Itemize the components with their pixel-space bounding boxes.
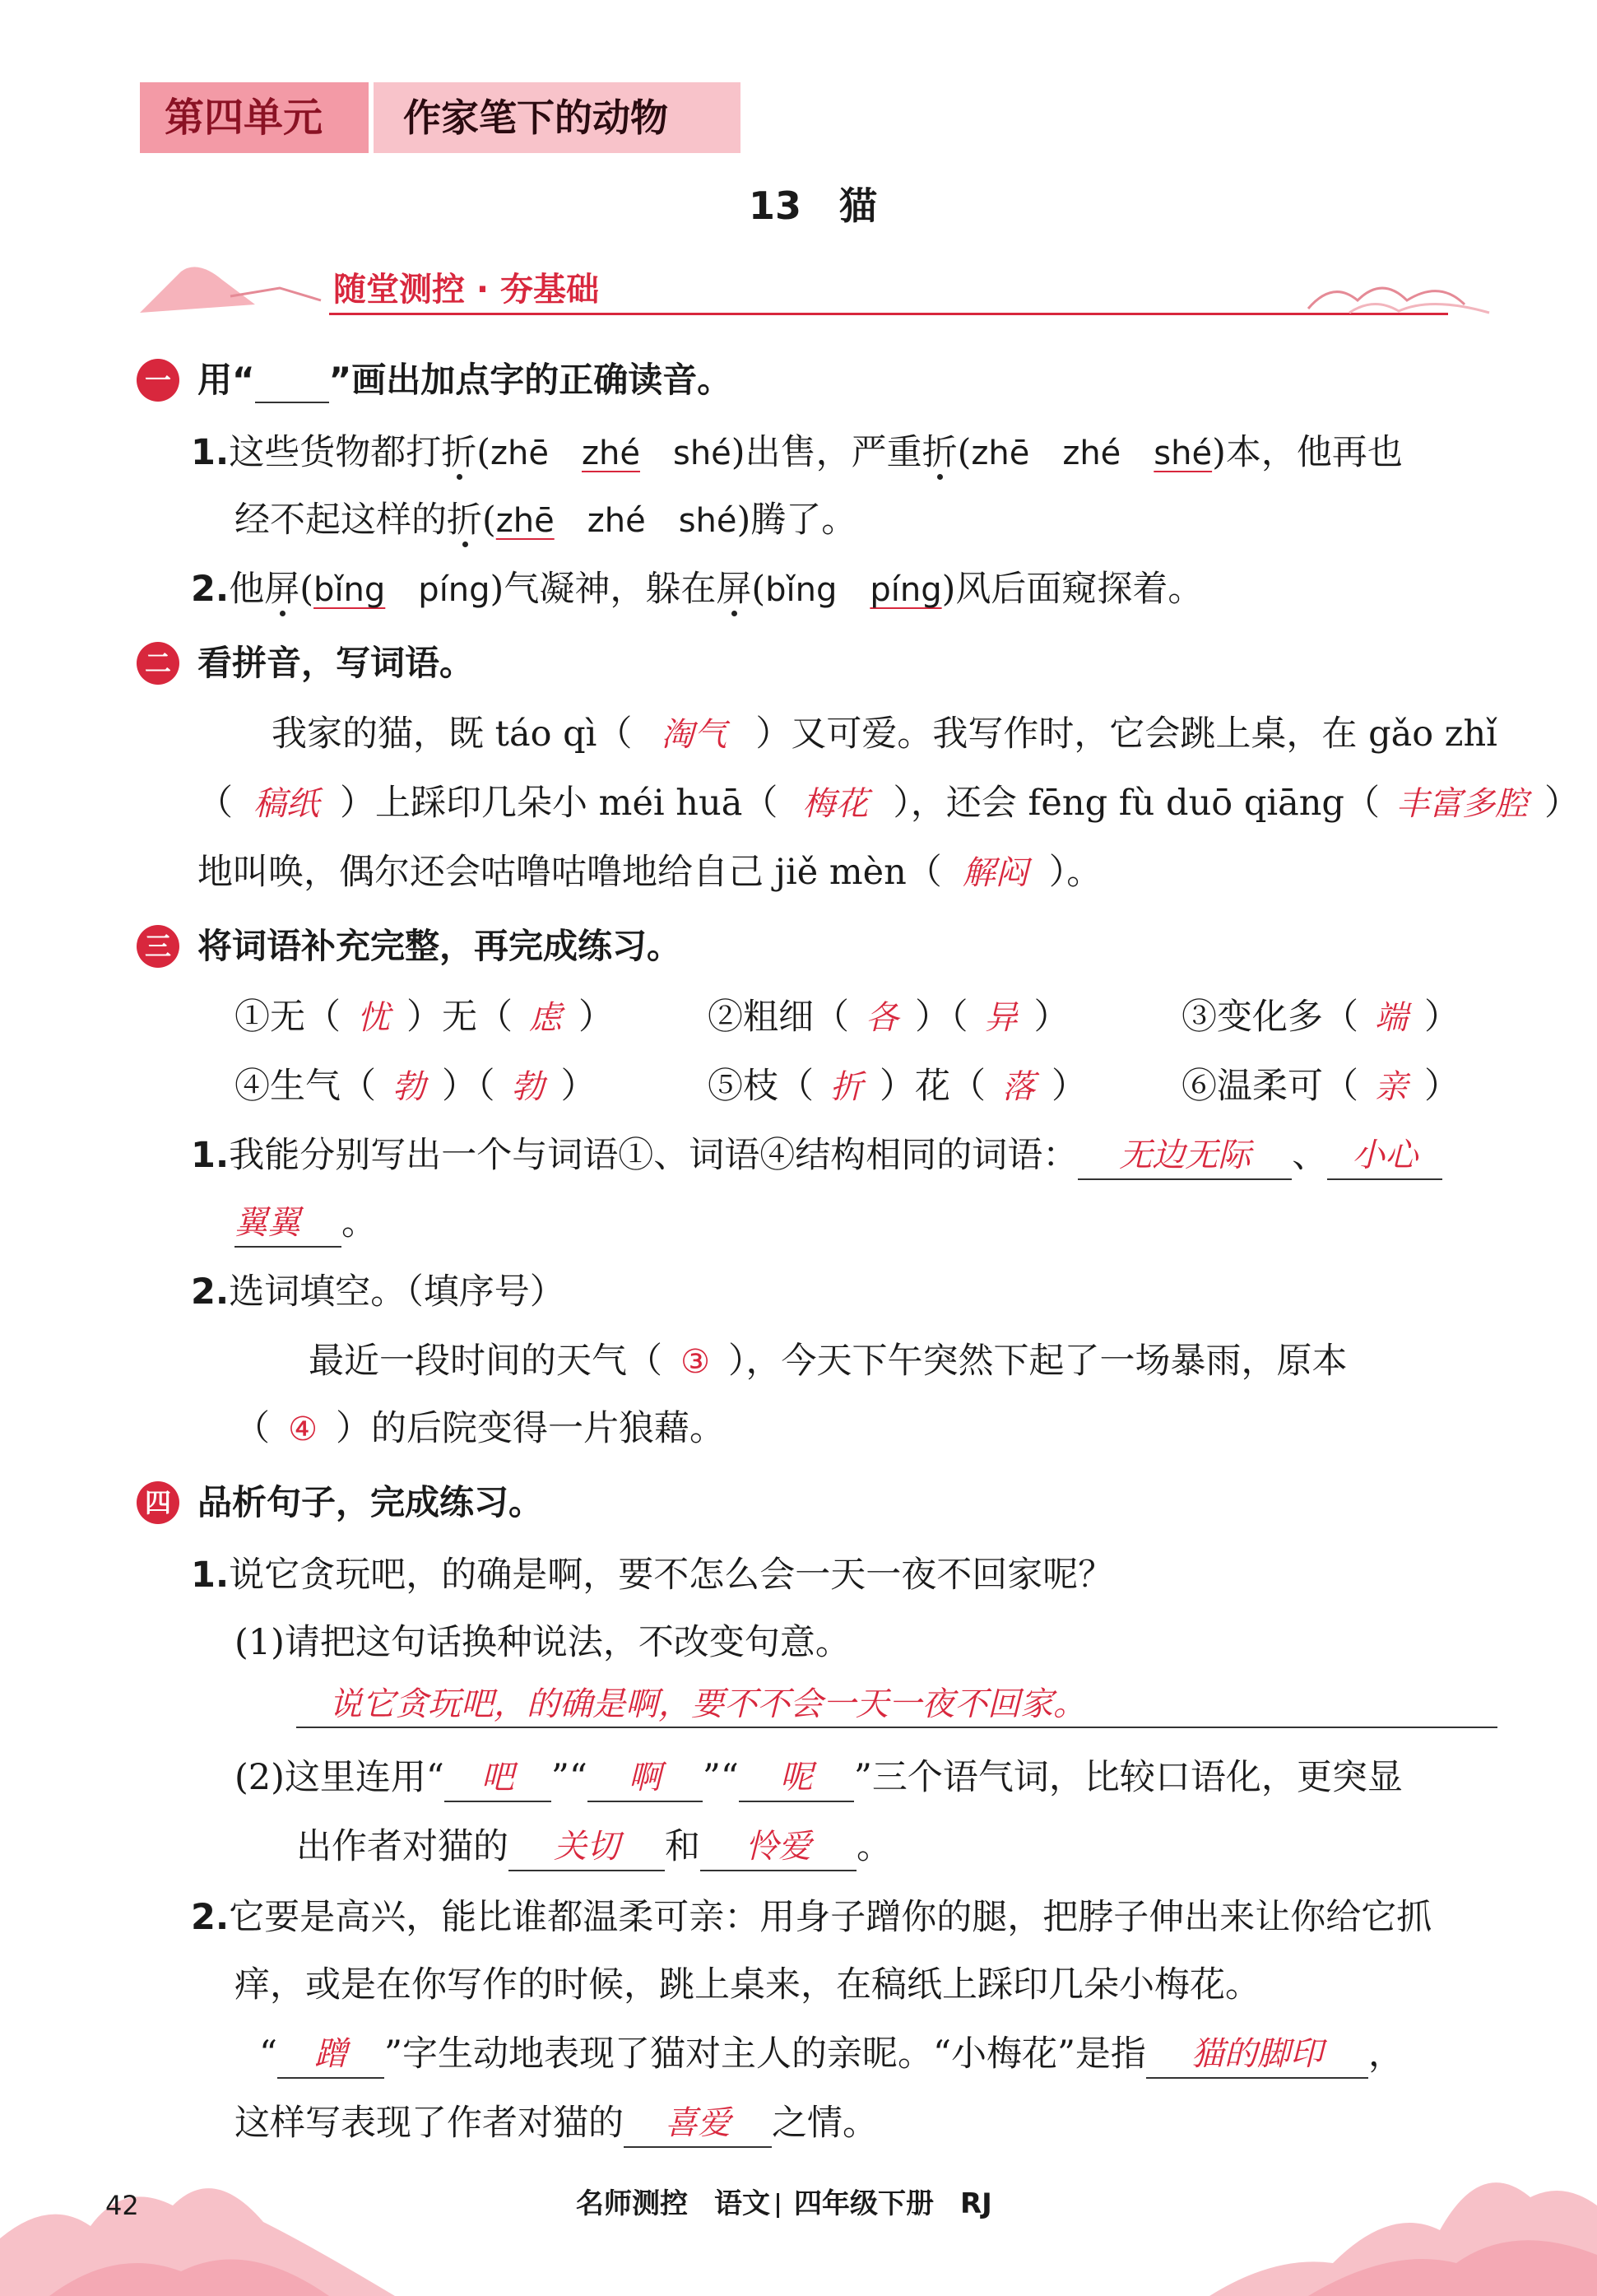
text: ）。 (1048, 852, 1103, 893)
answer: 喜爱 (624, 2100, 772, 2148)
text: ）的后院变得一片狼藉。 (336, 1408, 725, 1449)
answer: 端 (1375, 999, 1408, 1037)
s3-item-4: ④生气（ 勃 ）（ 勃 ） (234, 1062, 597, 1112)
s4-q2-line2: 痒，或是在你写作的时候，跳上桌来，在稿纸上踩印几朵小梅花。 (234, 1964, 1260, 2006)
pinyin-option: shé (672, 435, 731, 472)
text: )风后面窥探着。 (941, 569, 1204, 610)
pinyin-option: zhé (1062, 435, 1121, 472)
text: ”字生动地表现了猫对主人的亲昵。“小梅花”是指 (383, 2033, 1146, 2075)
section-1-title-pre: 用“ (197, 360, 255, 400)
text: （ (234, 1408, 270, 1449)
text: ”“ (550, 1757, 587, 1798)
answer: ④ (288, 1411, 318, 1448)
text: 这些货物都打 (229, 432, 442, 473)
s2-line1 (272, 709, 1497, 760)
answer: 折 (830, 1068, 863, 1106)
lesson-title: 13 猫 (749, 184, 878, 228)
unit-label: 第四单元 (165, 95, 323, 141)
footer-grade: 四年级下册 (794, 2187, 934, 2220)
text: ， (1367, 2033, 1404, 2075)
s3-item-3: ③变化多（ 端 ） (1182, 992, 1460, 1043)
text: 出作者对猫的 (296, 1826, 508, 1867)
s1-q1-line1 (191, 428, 1403, 478)
text: )本，他再也 (1212, 432, 1403, 473)
mountain-decoration-icon (132, 255, 346, 321)
pinyin-option: zhē (490, 435, 550, 472)
dotted-char: 折 (922, 432, 958, 473)
mountain-right-decoration-icon (1209, 2131, 1597, 2296)
text: ”“ (702, 1757, 739, 1798)
text: 我家的猫，既 táo qì（ (272, 713, 633, 755)
text: )腾了。 (736, 500, 857, 541)
answer: 呢 (739, 1755, 854, 1802)
pinyin-option-correct: shé (1154, 435, 1213, 472)
text: 他 (229, 569, 265, 610)
text: )出售，严重 (731, 432, 922, 473)
answer: 亲 (1375, 1068, 1408, 1106)
s2-line2 (197, 779, 1580, 829)
text: ）上踩印几朵小 méi huā（ (340, 783, 778, 824)
cloud-decoration-icon (1300, 272, 1497, 318)
footer-subject: 语文 (714, 2187, 770, 2220)
answer: 解闷 (962, 854, 1028, 892)
text: ( (299, 569, 314, 610)
text: ） (1544, 783, 1580, 824)
answer: 小心 (1327, 1132, 1442, 1180)
s4-q2-line1 (191, 1893, 1432, 1942)
s3-q1-line1 (191, 1131, 1442, 1180)
answer: 各 (866, 999, 898, 1037)
section-1-title (197, 357, 731, 403)
pinyin-option-correct: zhé (582, 435, 640, 472)
q-number: 2. (191, 1271, 230, 1313)
s4-q1b-line1 (234, 1753, 1403, 1802)
text: )气凝神，躲在 (490, 569, 717, 610)
pinyin-option-correct: píng (870, 571, 942, 609)
section-banner-line (329, 313, 1448, 315)
mountain-left-decoration-icon (0, 2148, 395, 2296)
answer: 蹭 (277, 2031, 384, 2079)
unit-banner (140, 82, 740, 153)
s4-q1a: (1)请把这句话换种说法，不改变句意。 (234, 1622, 851, 1663)
text: 这样写表现了作者对猫的 (234, 2103, 624, 2144)
section-banner (132, 255, 1497, 321)
pinyin-option-correct: zhē (495, 502, 555, 540)
text: “ (259, 2033, 277, 2075)
text: 我能分别写出一个与词语①、词语④结构相同的词语： (229, 1135, 1079, 1176)
text: 和 (665, 1826, 700, 1867)
section-1-badge: 一 (137, 359, 179, 402)
answer: 稿纸 (253, 785, 319, 823)
text: 经不起这样的 (234, 500, 447, 541)
pinyin-option: bǐng (765, 571, 838, 609)
answer: 关切 (508, 1824, 665, 1871)
s3-q2-title (191, 1267, 565, 1317)
q-number: 1. (191, 1135, 230, 1176)
pinyin-option: shé (678, 502, 737, 540)
s3-item-1: ①无（ 忧 ）无（ 虑 ） (234, 992, 614, 1043)
text: 。 (341, 1202, 377, 1243)
answer: 猫的脚印 (1146, 2031, 1368, 2079)
answer: 翼翼 (234, 1200, 341, 1248)
text: ( (751, 569, 766, 610)
section-2-badge: 二 (137, 642, 179, 685)
section-4-badge: 四 (137, 1481, 179, 1524)
section-3-badge: 三 (137, 925, 179, 968)
footer-book: 名师测控 (576, 2187, 688, 2220)
section-3-title: 将词语补充完整，再完成练习。 (197, 926, 682, 966)
answer: 落 (1002, 1068, 1035, 1106)
s1-q1-line2 (234, 495, 857, 546)
section-1-title-post: ”画出加点字的正确读音。 (328, 360, 732, 400)
text: (2)这里连用“ (234, 1757, 444, 1798)
text: 最近一段时间的天气（ (309, 1341, 662, 1382)
dotted-char: 屏 (264, 569, 300, 610)
s3-item-2: ②粗细（ 各 ）（ 异 ） (708, 992, 1070, 1043)
answer: 虑 (529, 999, 562, 1037)
underline-sample (255, 402, 329, 403)
q-number: 1. (191, 1555, 230, 1596)
q-number: 1. (191, 432, 230, 473)
dotted-char: 折 (447, 500, 482, 541)
page-number: 42 (105, 2190, 139, 2221)
text: ），还会 fēng fù duō qiāng（ (893, 783, 1380, 824)
section-2-title: 看拼音，写词语。 (197, 643, 475, 683)
text: ），今天下午突然下起了一场暴雨，原本 (728, 1341, 1348, 1382)
answer: 无边无际 (1078, 1132, 1292, 1180)
section-banner-label: 随堂测控 · 夯基础 (333, 271, 600, 309)
s3-q2-line2 (234, 1404, 725, 1454)
answer: 啊 (587, 1755, 703, 1802)
answer: 淘气 (661, 716, 727, 754)
s3-q1-line2 (234, 1198, 377, 1248)
s4-q1a-answer-line (296, 1727, 1497, 1728)
pinyin-option-correct: bǐng (313, 571, 386, 609)
footer-info (576, 2184, 992, 2224)
footer-edition: RJ (960, 2187, 992, 2220)
pinyin-option: zhē (971, 435, 1030, 472)
s3-q2-line1 (309, 1336, 1348, 1387)
s4-q1a-answer: 说它贪玩吧，的确是啊，要不不会一天一夜不回家。 (329, 1685, 1086, 1723)
unit-theme: 作家笔下的动物 (403, 95, 668, 140)
text: ( (957, 432, 972, 473)
s4-q1b-line2 (296, 1822, 892, 1871)
answer: 丰富多腔 (1395, 785, 1528, 823)
s3-item-6: ⑥温柔可（ 亲 ） (1182, 1062, 1460, 1112)
text: ）又可爱。我写作时，它会跳上桌，在 gǎo zhǐ (755, 713, 1497, 755)
answer: 忧 (357, 999, 390, 1037)
s1-q2 (191, 565, 1203, 615)
s4-q2-line4 (234, 2098, 878, 2148)
section-4-title: 品析句子，完成练习。 (197, 1482, 544, 1522)
text: 。 (857, 1826, 892, 1867)
s2-line3 (197, 848, 1102, 898)
text: ( (476, 432, 491, 473)
q-number: 2. (191, 569, 230, 610)
text: ”三个语气词，比较口语化，更突显 (853, 1757, 1403, 1798)
answer: 勃 (392, 1068, 425, 1106)
dotted-char: 折 (441, 432, 477, 473)
text: 选词填空。（填序号） (229, 1271, 565, 1313)
text: ( (482, 500, 496, 541)
answer: ③ (680, 1343, 710, 1381)
answer: 吧 (444, 1755, 551, 1802)
footer-separator (777, 2193, 779, 2218)
answer: 勃 (511, 1068, 545, 1106)
s4-q2-line3 (259, 2029, 1404, 2079)
text: （ (197, 783, 233, 824)
text: 、 (1292, 1135, 1328, 1176)
answer: 异 (984, 999, 1018, 1037)
pinyin-option: píng (418, 571, 490, 609)
s3-item-5: ⑤枝（ 折 ）花（ 落 ） (708, 1062, 1087, 1112)
answer: 怜爱 (700, 1824, 857, 1871)
q-number: 2. (191, 1897, 230, 1938)
text: 说它贪玩吧，的确是啊，要不怎么会一天一夜不回家呢？ (229, 1555, 1114, 1596)
answer: 梅花 (802, 785, 869, 823)
text: 之情。 (772, 2103, 878, 2144)
s4-q1 (191, 1550, 1113, 1600)
text: 地叫唤，偶尔还会咕噜咕噜地给自己 jiě mèn（ (197, 852, 942, 893)
text: 它要是高兴，能比谁都温柔可亲：用身子蹭你的腿，把脖子伸出来让你给它抓 (229, 1897, 1432, 1938)
pinyin-option: zhé (587, 502, 646, 540)
dotted-char: 屏 (716, 569, 752, 610)
